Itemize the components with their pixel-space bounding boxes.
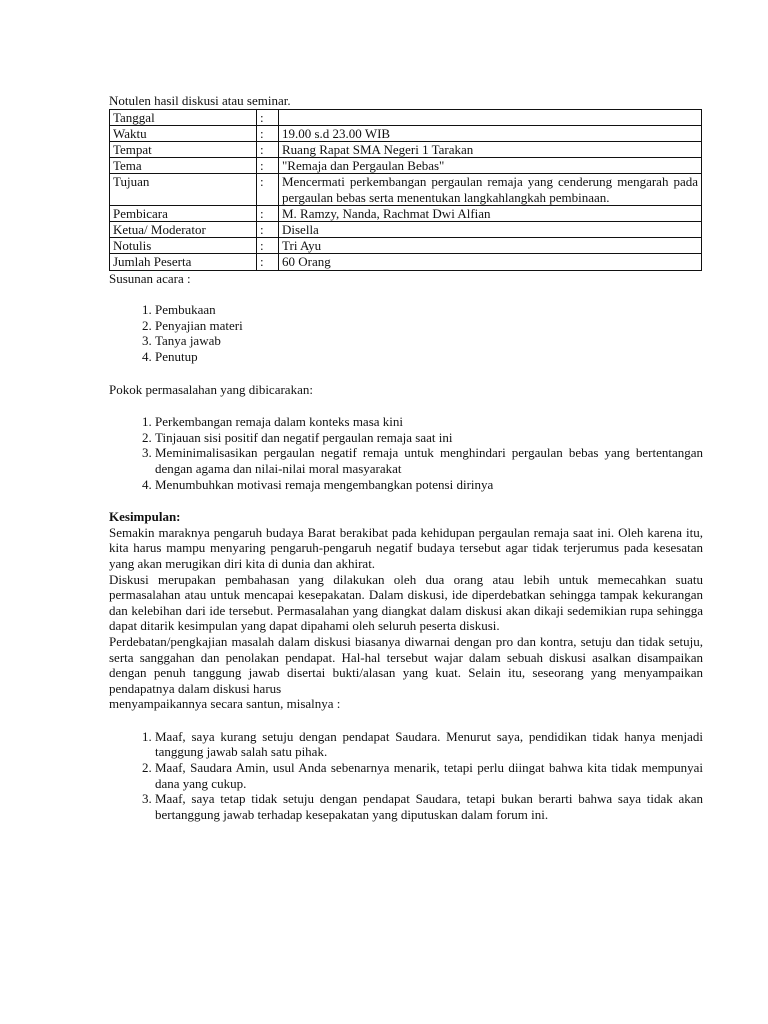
table-row <box>110 222 702 238</box>
row-value: Tri Ayu <box>279 238 702 254</box>
row-label: Tanggal <box>110 109 257 125</box>
row-label: Tempat <box>110 142 257 158</box>
row-colon: : <box>257 254 279 270</box>
row-value <box>279 109 702 125</box>
table-row <box>110 238 702 254</box>
row-value: Disella <box>279 222 702 238</box>
table-row <box>110 205 702 221</box>
list-item: 2. Penyajian materi <box>155 318 703 334</box>
row-colon: : <box>257 222 279 238</box>
list-item: 3. Meminimalisasikan pergaulan negatif remaja untuk menghindari pergaulan bebas yang bertentangan dengan agama dan nilai-nilai moral masyarakat <box>155 445 703 476</box>
conclusion-paragraph: menyampaikannya secara santun, misalnya : <box>109 696 341 712</box>
list-item: 4. Menumbuhkan motivasi remaja mengembangkan potensi dirinya <box>155 477 703 493</box>
list-item: 3. Tanya jawab <box>155 333 703 349</box>
list-item: 3. Maaf, saya tetap tidak setuju dengan pendapat Saudara, tetapi bukan berarti bahwa saya tidak akan bertanggung jawab terhadap kesepakatan yang diputuskan dalam forum ini. <box>155 791 703 822</box>
row-value: M. Ramzy, Nanda, Rachmat Dwi Alfian <box>279 205 702 221</box>
table-row <box>110 109 702 125</box>
table-row <box>110 254 702 270</box>
list-item: 1. Maaf, saya kurang setuju dengan pendapat Saudara. Menurut saya, pendidikan tidak hanya menjadi tanggung jawab salah satu pihak. <box>155 729 703 760</box>
row-value: Mencermati perkembangan pergaulan remaja yang cenderung mengarah pada pergaulan bebas serta menentukan langkahlangkah pembinaan. <box>279 174 702 205</box>
conclusion-paragraph: Perdebatan/pengkajian masalah dalam diskusi biasanya diwarnai dengan pro dan kontra, setuju dan tidak setuju, serta sanggahan dan penolakan pendapat. Hal-hal tersebut wajar dalam sebuah diskusi asalkan disampaikan dengan penuh tanggung jawab disertai bukti/alasan yang kuat. Selain itu, seseorang yang menyampaikan pendapatnya dalam diskusi harus <box>109 633 703 696</box>
row-value: 60 Orang <box>279 254 702 270</box>
list-item: 4. Penutup <box>155 349 703 365</box>
row-colon: : <box>257 238 279 254</box>
list-item: 2. Tinjauan sisi positif dan negatif pergaulan remaja saat ini <box>155 430 703 446</box>
row-value: Ruang Rapat SMA Negeri 1 Tarakan <box>279 142 702 158</box>
conclusion-paragraph: Diskusi merupakan pembahasan yang dilakukan oleh dua orang atau lebih untuk memecahkan suatu permasalahan atau untuk mencapai kesepakatan. Dalam diskusi, ide diperdebatkan sehingga tampak kekurangan dan kelebihan dari ide tersebut. Permasalahan yang diangkat dalam diskusi akan dikaji sedemikian rupa sehingga dapat ditarik kesimpulan yang dapat dipahami oleh seluruh peserta diskusi. <box>109 571 703 634</box>
row-colon: : <box>257 142 279 158</box>
row-label: Ketua/ Moderator <box>110 222 257 238</box>
agenda-heading: Susunan acara : <box>109 270 191 286</box>
list-item: 1. Perkembangan remaja dalam konteks masa kini <box>155 414 703 430</box>
issues-list <box>109 414 703 492</box>
row-value: "Remaja dan Pergaulan Bebas" <box>279 158 702 174</box>
examples-list <box>109 729 703 823</box>
row-label: Notulis <box>110 238 257 254</box>
row-colon: : <box>257 158 279 174</box>
table-row <box>110 158 702 174</box>
info-table <box>109 109 702 271</box>
row-colon: : <box>257 205 279 221</box>
row-colon: : <box>257 174 279 205</box>
row-label: Tema <box>110 158 257 174</box>
conclusion-paragraph: Semakin maraknya pengaruh budaya Barat berakibat pada kehidupan pergaulan remaja saat ini. Oleh karena itu, kita harus mampu menyaring pengaruh-pengaruh negatif budaya tersebut agar tidak terjerumus pada kesesatan yang akan merugikan diri kita di dunia dan akhirat. <box>109 524 703 571</box>
table-row <box>110 125 702 141</box>
row-label: Waktu <box>110 125 257 141</box>
row-label: Pembicara <box>110 205 257 221</box>
issues-heading: Pokok permasalahan yang dibicarakan: <box>109 381 313 397</box>
row-label: Jumlah Peserta <box>110 254 257 270</box>
agenda-list <box>109 302 703 364</box>
list-item: 2. Maaf, Saudara Amin, usul Anda sebenarnya menarik, tetapi perlu diingat bahwa kita tidak mempunyai dana yang cukup. <box>155 760 703 791</box>
table-row <box>110 142 702 158</box>
list-item: 1. Pembukaan <box>155 302 703 318</box>
row-value: 19.00 s.d 23.00 WIB <box>279 125 702 141</box>
row-colon: : <box>257 125 279 141</box>
document-heading: Notulen hasil diskusi atau seminar. <box>109 93 291 108</box>
conclusion-heading: Kesimpulan: <box>109 509 181 525</box>
row-colon: : <box>257 109 279 125</box>
row-label: Tujuan <box>110 174 257 205</box>
table-row <box>110 174 702 205</box>
document-content <box>109 93 703 822</box>
